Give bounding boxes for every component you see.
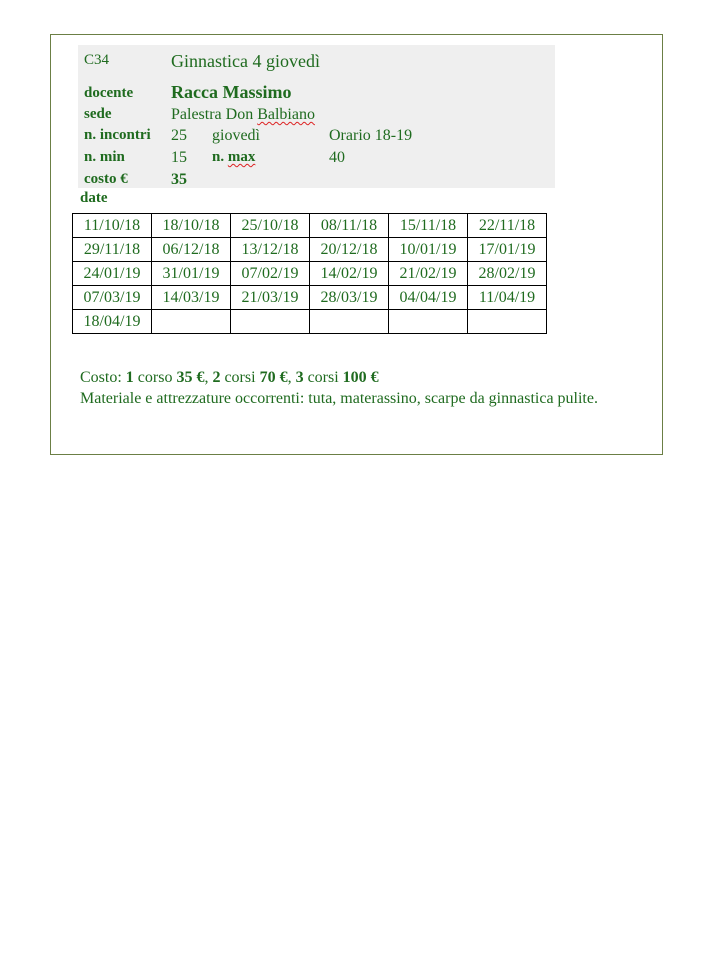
date-cell: 15/11/18 xyxy=(389,214,468,238)
cost-sep1: , xyxy=(204,369,213,386)
max-label-misspelled: max xyxy=(227,149,256,165)
course-title: Ginnastica 4 giovedì xyxy=(171,51,320,71)
date-cell: 21/03/19 xyxy=(231,286,310,310)
sede-value-misspelled: Balbiano xyxy=(257,106,315,123)
orario-value: Orario 18-19 xyxy=(329,127,413,144)
cost-p3: 100 € xyxy=(342,369,379,386)
date-cell: 08/11/18 xyxy=(310,214,389,238)
dates-table-body xyxy=(73,214,547,334)
date-label: date xyxy=(80,190,108,206)
date-cell xyxy=(152,310,231,334)
date-cell: 18/04/19 xyxy=(73,310,152,334)
date-cell xyxy=(468,310,547,334)
date-cell: 10/01/19 xyxy=(389,238,468,262)
date-cell: 17/01/19 xyxy=(468,238,547,262)
costo-label: costo € xyxy=(84,171,128,187)
cost-line xyxy=(80,367,636,388)
min-label: n. min xyxy=(84,149,125,165)
incontri-label: n. incontri xyxy=(84,127,151,143)
dates-row xyxy=(73,214,547,238)
max-label xyxy=(212,149,255,166)
cost-corsi: corsi xyxy=(220,369,260,386)
date-cell: 11/10/18 xyxy=(73,214,152,238)
cost-prefix: Costo: xyxy=(80,369,126,386)
date-cell: 28/03/19 xyxy=(310,286,389,310)
max-value: 40 xyxy=(329,149,345,166)
date-cell: 06/12/18 xyxy=(152,238,231,262)
date-cell: 13/12/18 xyxy=(231,238,310,262)
cost-n2: 2 xyxy=(212,369,221,386)
sede-value xyxy=(171,106,315,124)
dates-row xyxy=(73,262,547,286)
date-cell: 22/11/18 xyxy=(468,214,547,238)
cost-sep2: , xyxy=(287,369,296,386)
cost-n3: 3 xyxy=(295,369,304,386)
sede-value-prefix: Palestra Don xyxy=(171,106,258,123)
cost-p1: 35 € xyxy=(176,369,205,386)
date-cell xyxy=(231,310,310,334)
date-cell: 25/10/18 xyxy=(231,214,310,238)
materiale-text: Materiale e attrezzature occorrenti: tuta, materassino, scarpe da ginnastica pulite. xyxy=(80,390,598,407)
cost-p2: 70 € xyxy=(259,369,288,386)
date-cell: 07/03/19 xyxy=(73,286,152,310)
dates-table xyxy=(72,213,547,334)
cost-corso: corso xyxy=(133,369,177,386)
date-cell xyxy=(310,310,389,334)
dates-row xyxy=(73,286,547,310)
costo-value: 35 xyxy=(171,171,187,188)
incontri-value: 25 xyxy=(171,127,187,144)
date-cell: 14/03/19 xyxy=(152,286,231,310)
cost-n1: 1 xyxy=(125,369,134,386)
date-cell: 04/04/19 xyxy=(389,286,468,310)
date-cell xyxy=(389,310,468,334)
notes-block xyxy=(80,367,636,409)
date-cell: 24/01/19 xyxy=(73,262,152,286)
cost-corsi-2: corsi xyxy=(303,369,343,386)
date-cell: 18/10/18 xyxy=(152,214,231,238)
dates-row xyxy=(73,310,547,334)
date-cell: 20/12/18 xyxy=(310,238,389,262)
date-cell: 31/01/19 xyxy=(152,262,231,286)
date-cell: 07/02/19 xyxy=(231,262,310,286)
date-cell: 29/11/18 xyxy=(73,238,152,262)
date-cell: 11/04/19 xyxy=(468,286,547,310)
date-cell: 28/02/19 xyxy=(468,262,547,286)
docente-label: docente xyxy=(84,85,134,101)
min-value: 15 xyxy=(171,149,187,166)
date-cell: 21/02/19 xyxy=(389,262,468,286)
sede-label: sede xyxy=(84,106,112,122)
docente-value: Racca Massimo xyxy=(171,82,292,102)
day-value: giovedì xyxy=(212,127,260,144)
course-code: C34 xyxy=(84,52,110,68)
dates-row xyxy=(73,238,547,262)
date-cell: 14/02/19 xyxy=(310,262,389,286)
max-label-prefix: n. xyxy=(212,149,228,165)
